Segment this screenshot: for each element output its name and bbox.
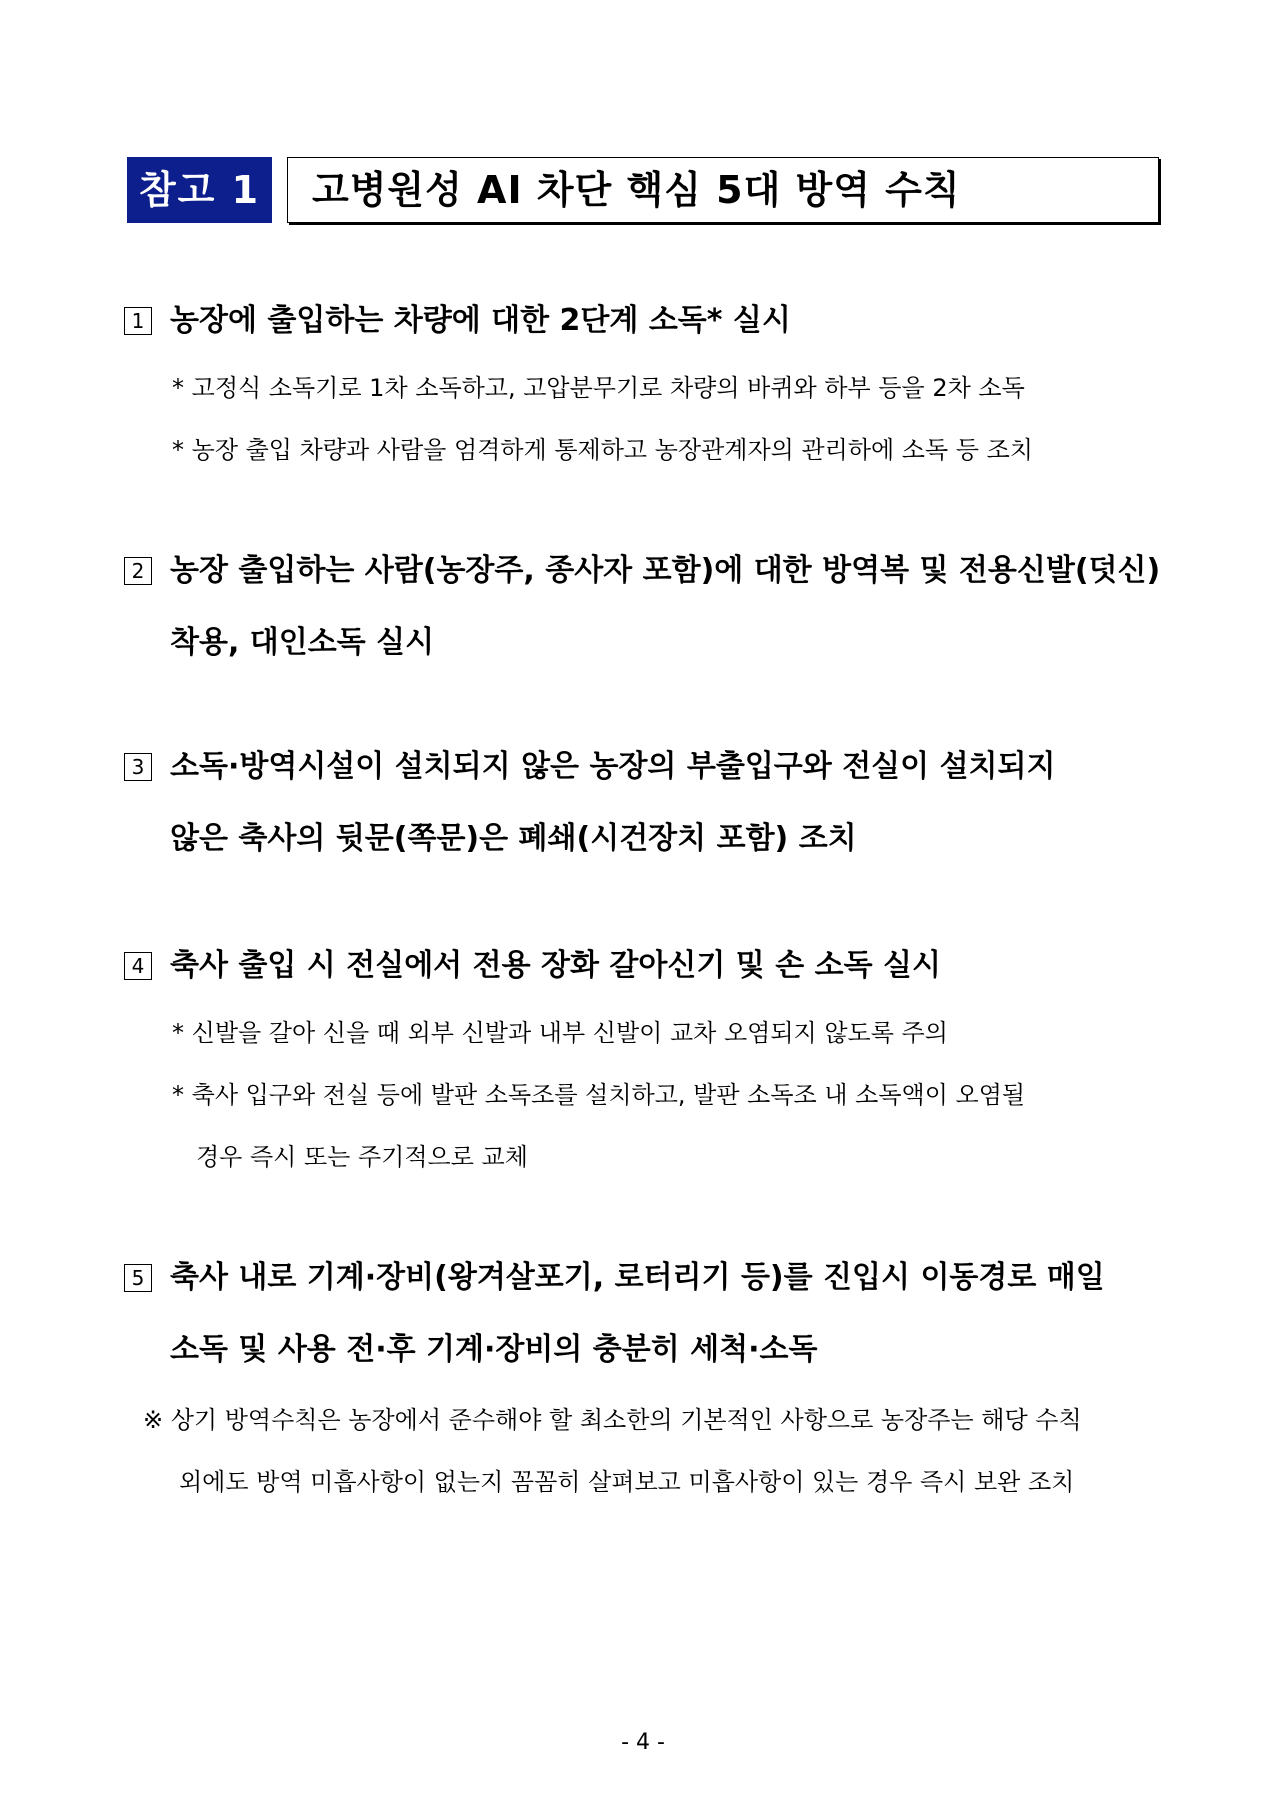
- item-number-box: 2: [124, 557, 152, 585]
- closing-note-line: ※ 상기 방역수칙은 농장에서 준수해야 할 최소한의 기본적인 사항으로 농장주는 해당 수칙: [143, 1406, 1082, 1434]
- rule-note: [124, 357, 1164, 419]
- rule-heading-line: 않은 축사의 뒷문(쪽문)은 폐쇄(시건장치 포함) 조치: [170, 821, 857, 856]
- rule-note-line: * 고정식 소독기로 1차 소독하고, 고압분무기로 차량의 바퀴와 하부 등을 2차 소독: [172, 374, 1025, 402]
- reference-header: [127, 157, 1159, 223]
- rule-item-5: [124, 1242, 1164, 1386]
- reference-badge: 참고 1: [127, 157, 272, 223]
- rule-heading-line: 농장에 출입하는 차량에 대한 2단계 소독* 실시: [170, 303, 791, 338]
- rule-item-1: [124, 285, 1164, 481]
- rule-note-line: * 축사 입구와 전실 등에 발판 소독조를 설치하고, 발판 소독조 내 소독액이 오염될: [172, 1081, 1026, 1109]
- rule-note: [124, 1002, 1164, 1064]
- rule-item-4: [124, 930, 1164, 1188]
- rule-note-line: 경우 즉시 또는 주기적으로 교체: [196, 1143, 528, 1171]
- rule-heading: [124, 930, 1164, 1002]
- closing-note: [143, 1389, 1163, 1513]
- rule-heading-line: 축사 내로 기계·장비(왕겨살포기, 로터리기 등)를 진입시 이동경로 매일: [170, 1260, 1105, 1295]
- rule-note: [124, 1064, 1164, 1188]
- rule-heading: [124, 1242, 1164, 1386]
- closing-note-line: 외에도 방역 미흡사항이 없는지 꼼꼼히 살펴보고 미흡사항이 있는 경우 즉시 보완 조치: [179, 1468, 1075, 1496]
- rule-heading-line: 소독 및 사용 전·후 기계·장비의 충분히 세척·소독: [170, 1332, 818, 1367]
- rule-heading: [124, 731, 1164, 875]
- rule-note-line: * 신발을 갈아 신을 때 외부 신발과 내부 신발이 교차 오염되지 않도록 주의: [172, 1019, 948, 1047]
- item-number-box: 4: [124, 952, 152, 980]
- rule-heading: [124, 535, 1164, 679]
- page-number: - 4 -: [621, 1730, 665, 1755]
- item-number-box: 5: [124, 1264, 152, 1292]
- rule-item-2: [124, 535, 1164, 679]
- rule-heading-line: 착용, 대인소독 실시: [170, 625, 435, 660]
- rule-note: [124, 419, 1164, 481]
- page-title: 고병원성 AI 차단 핵심 5대 방역 수칙: [312, 168, 961, 212]
- rule-heading-line: 축사 출입 시 전실에서 전용 장화 갈아신기 및 손 소독 실시: [170, 948, 941, 983]
- rule-item-3: [124, 731, 1164, 875]
- item-number-box: 1: [124, 307, 152, 335]
- item-number-box: 3: [124, 753, 152, 781]
- rule-heading: [124, 285, 1164, 357]
- rule-heading-line: 소독·방역시설이 설치되지 않은 농장의 부출입구와 전실이 설치되지: [170, 749, 1056, 784]
- rule-note-line: * 농장 출입 차량과 사람을 엄격하게 통제하고 농장관계자의 관리하에 소독 등 조치: [172, 436, 1033, 464]
- title-box: [287, 157, 1159, 223]
- rule-heading-line: 농장 출입하는 사람(농장주, 종사자 포함)에 대한 방역복 및 전용신발(덧신): [170, 553, 1161, 588]
